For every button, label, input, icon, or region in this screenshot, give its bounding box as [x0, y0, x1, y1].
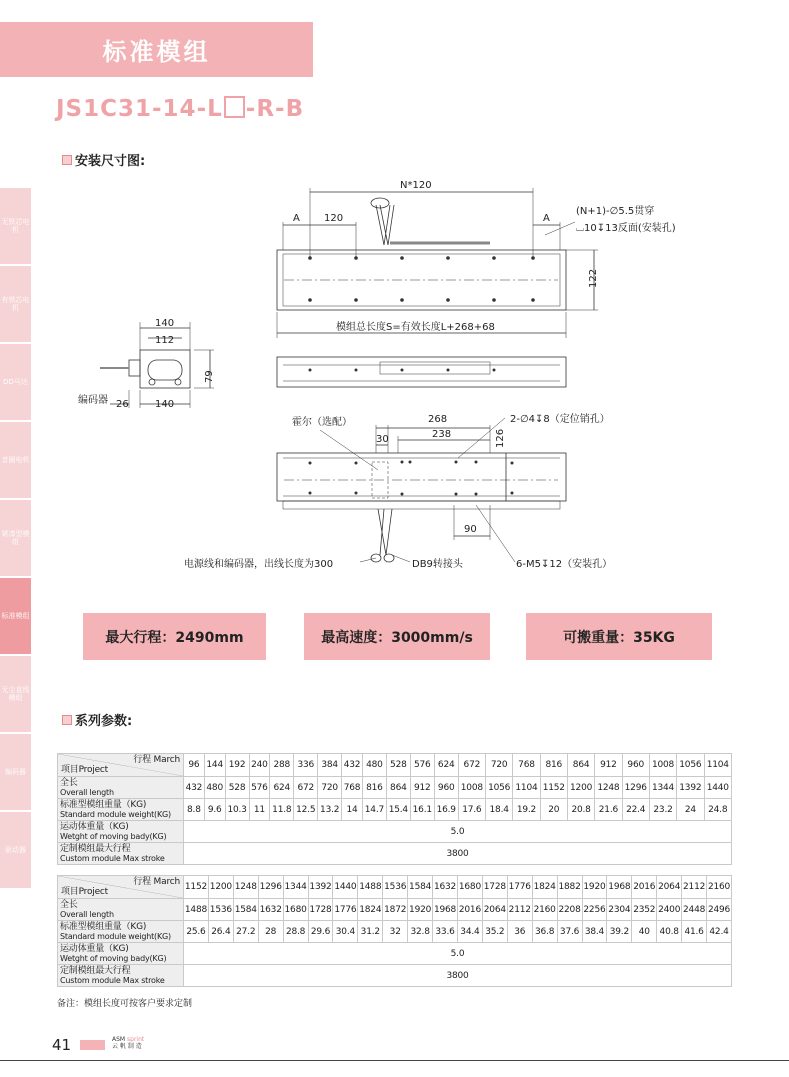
length-cell: 1152	[540, 777, 567, 799]
dim-end-112: 112	[155, 335, 175, 346]
length-cell: 1776	[333, 899, 358, 921]
weight-cell: 32	[383, 921, 408, 943]
tab-coreless-motor[interactable]: 无铁芯电机	[0, 188, 31, 264]
stroke-cell: 288	[270, 754, 294, 777]
tab-encoder[interactable]: 编码器	[0, 734, 31, 810]
length-cell: 2256	[582, 899, 607, 921]
row-label-moving: 运动体重量（KG) Wetght of moving bady(KG)	[58, 943, 184, 965]
stroke-cell: 768	[513, 754, 540, 777]
stroke-cell: 1680	[457, 876, 482, 899]
weight-cell: 16.9	[434, 799, 458, 821]
weight-cell: 13.2	[318, 799, 342, 821]
square-bullet-icon	[62, 715, 72, 725]
weight-cell: 28	[258, 921, 283, 943]
stroke-cell: 1920	[582, 876, 607, 899]
weight-cell: 29.6	[308, 921, 333, 943]
length-cell: 1872	[383, 899, 408, 921]
stroke-cell: 1296	[258, 876, 283, 899]
dim-26: 26	[116, 399, 129, 410]
stroke-cell: 2112	[682, 876, 707, 899]
weight-cell: 27.2	[233, 921, 258, 943]
stroke-cell: 2064	[657, 876, 682, 899]
weight-cell: 14	[342, 799, 363, 821]
weight-cell: 33.6	[433, 921, 458, 943]
weight-cell: 19.2	[513, 799, 540, 821]
length-cell: 1248	[595, 777, 622, 799]
length-cell: 816	[362, 777, 386, 799]
table-header-cell: 行程 March 项目Project	[58, 876, 184, 899]
stroke-cell: 912	[595, 754, 622, 777]
weight-cell: 31.2	[358, 921, 383, 943]
weight-cell: 17.6	[458, 799, 485, 821]
install-heading: 安装尺寸图:	[62, 150, 145, 169]
spec-payload: 可搬重量：35KG	[526, 613, 712, 660]
length-cell: 720	[318, 777, 342, 799]
stroke-cell: 1776	[507, 876, 532, 899]
dim-a-left: A	[293, 213, 300, 224]
tab-iron-core-motor[interactable]: 有铁芯电机	[0, 266, 31, 342]
stroke-cell: 2160	[707, 876, 732, 899]
label-cable: 电源线和编码器，出线长度为300	[184, 559, 334, 570]
stroke-cell: 1824	[532, 876, 557, 899]
weight-cell: 12.5	[294, 799, 318, 821]
series-heading: 系列参数:	[62, 710, 132, 729]
length-cell: 2112	[507, 899, 532, 921]
stroke-cell: 1056	[677, 754, 704, 777]
length-cell: 1056	[486, 777, 513, 799]
label-counterbore: ⌴10↧13反面(安装孔)	[576, 223, 676, 234]
dim-268: 268	[428, 414, 448, 425]
weight-cell: 14.7	[362, 799, 386, 821]
row-label-custom: 定制模组最大行程 Custom module Max stroke	[58, 965, 184, 987]
length-cell: 1680	[283, 899, 308, 921]
length-cell: 576	[249, 777, 270, 799]
weight-cell: 24.8	[704, 799, 732, 821]
page-number: 41	[52, 1036, 72, 1054]
label-total-length: 模组总长度S=有效长度L+268+68	[336, 322, 495, 333]
length-cell: 2160	[532, 899, 557, 921]
stroke-cell: 816	[540, 754, 567, 777]
stroke-cell: 1104	[704, 754, 732, 777]
length-cell: 1008	[458, 777, 485, 799]
weight-cell: 11.8	[270, 799, 294, 821]
stroke-cell: 1632	[433, 876, 458, 899]
length-cell: 1584	[233, 899, 258, 921]
stroke-cell: 1536	[383, 876, 408, 899]
stroke-cell: 1584	[408, 876, 433, 899]
length-cell: 672	[294, 777, 318, 799]
stroke-cell: 384	[318, 754, 342, 777]
spec-max-speed: 最高速度：3000mm/s	[304, 613, 490, 660]
length-cell: 1632	[258, 899, 283, 921]
weight-cell: 40.8	[657, 921, 682, 943]
label-hall: 霍尔（选配）	[292, 417, 352, 428]
stroke-cell: 1882	[557, 876, 582, 899]
stroke-cell: 1344	[283, 876, 308, 899]
length-cell: 1920	[408, 899, 433, 921]
stroke-cell: 720	[486, 754, 513, 777]
row-label-length: 全长 Overall length	[58, 777, 184, 799]
brand-logo: ASM sprint 云 帆 制 造	[112, 1036, 145, 1050]
length-cell: 2496	[707, 899, 732, 921]
length-cell: 2016	[457, 899, 482, 921]
weight-cell: 22.4	[622, 799, 649, 821]
weight-cell: 41.6	[682, 921, 707, 943]
weight-cell: 32.8	[408, 921, 433, 943]
row-label-custom: 定制模组最大行程 Custom module Max stroke	[58, 843, 184, 865]
dim-bottom-140: 140	[155, 399, 175, 410]
weight-cell: 9.6	[204, 799, 225, 821]
stroke-cell: 1440	[333, 876, 358, 899]
stroke-cell: 1152	[184, 876, 209, 899]
length-cell: 624	[270, 777, 294, 799]
length-cell: 1536	[208, 899, 233, 921]
length-cell: 2352	[632, 899, 657, 921]
stroke-cell: 1008	[649, 754, 676, 777]
weight-cell: 10.3	[225, 799, 249, 821]
stroke-cell: 1392	[308, 876, 333, 899]
label-m5-holes: 6-M5↧12（安装孔）	[516, 559, 613, 570]
length-cell: 768	[342, 777, 363, 799]
length-cell: 1104	[513, 777, 540, 799]
params-table-1	[57, 753, 732, 865]
label-encoder: 编码器	[78, 395, 108, 406]
weight-cell: 35.2	[482, 921, 507, 943]
dim-90: 90	[464, 524, 477, 535]
model-number: JS1C31-14-L -R-B	[56, 96, 305, 122]
stroke-cell: 624	[434, 754, 458, 777]
length-cell: 960	[434, 777, 458, 799]
length-cell: 912	[410, 777, 434, 799]
label-through-holes: (N+1)-∅5.5贯穿	[576, 206, 655, 217]
length-cell: 2400	[657, 899, 682, 921]
weight-cell: 24	[677, 799, 704, 821]
tab-standard-module[interactable]: 标准模组	[0, 578, 31, 654]
weight-cell: 11	[249, 799, 270, 821]
tab-cleanroom-module[interactable]: 无尘直线模组	[0, 656, 31, 732]
weight-cell: 20	[540, 799, 567, 821]
weight-cell: 20.8	[567, 799, 594, 821]
length-cell: 1488	[184, 899, 209, 921]
weight-cell: 38.4	[582, 921, 607, 943]
stroke-cell: 96	[184, 754, 205, 777]
stroke-cell: 1248	[233, 876, 258, 899]
weight-cell: 25.6	[184, 921, 209, 943]
weight-cell: 23.2	[649, 799, 676, 821]
stroke-cell: 1968	[607, 876, 632, 899]
row-label-weight: 标准型模组重量（KG) Standard module weight(KG)	[58, 921, 184, 943]
length-cell: 528	[225, 777, 249, 799]
weight-cell: 15.4	[386, 799, 410, 821]
row-label-length: 全长 Overall length	[58, 899, 184, 921]
tab-dd-motor[interactable]: DD马达	[0, 344, 31, 420]
weight-cell: 39.2	[607, 921, 632, 943]
stroke-cell: 1488	[358, 876, 383, 899]
moving-weight-cell: 5.0	[184, 821, 732, 843]
section-header: 标准模组	[0, 22, 313, 77]
length-cell: 2064	[482, 899, 507, 921]
tab-compact-module[interactable]: 紧凑型模组	[0, 500, 31, 576]
weight-cell: 26.4	[208, 921, 233, 943]
length-cell: 2448	[682, 899, 707, 921]
weight-cell: 30.4	[333, 921, 358, 943]
stroke-cell: 240	[249, 754, 270, 777]
dim-30: 30	[376, 434, 389, 445]
length-cell: 2208	[557, 899, 582, 921]
weight-cell: 37.6	[557, 921, 582, 943]
dim-n120: N*120	[400, 180, 432, 191]
tab-driver[interactable]: 驱动器	[0, 812, 31, 888]
weight-cell: 36.8	[532, 921, 557, 943]
label-pin-holes: 2-∅4↧8（定位销孔）	[510, 414, 610, 425]
moving-weight-cell: 5.0	[184, 943, 732, 965]
length-cell: 1200	[567, 777, 594, 799]
stroke-cell: 432	[342, 754, 363, 777]
dim-238: 238	[432, 429, 452, 440]
length-cell: 1728	[308, 899, 333, 921]
dim-end-140: 140	[155, 318, 175, 329]
weight-cell: 40	[632, 921, 657, 943]
stroke-cell: 672	[458, 754, 485, 777]
length-cell: 480	[204, 777, 225, 799]
row-label-weight: 标准型模组重量（KG) Standard module weight(KG)	[58, 799, 184, 821]
stroke-cell: 192	[225, 754, 249, 777]
custom-stroke-cell: 3800	[184, 843, 732, 865]
length-cell: 1968	[433, 899, 458, 921]
stroke-cell: 864	[567, 754, 594, 777]
weight-cell: 18.4	[486, 799, 513, 821]
stroke-cell: 528	[386, 754, 410, 777]
tab-voice-coil[interactable]: 音圈电机	[0, 422, 31, 498]
stroke-cell: 480	[362, 754, 386, 777]
stroke-cell: 1728	[482, 876, 507, 899]
stroke-cell: 960	[622, 754, 649, 777]
label-db9: DB9转接头	[412, 559, 463, 570]
weight-cell: 8.8	[184, 799, 205, 821]
dim-122: 122	[588, 268, 599, 288]
weight-cell: 21.6	[595, 799, 622, 821]
length-cell: 1824	[358, 899, 383, 921]
dim-120: 120	[324, 213, 344, 224]
weight-cell: 36	[507, 921, 532, 943]
stroke-cell: 336	[294, 754, 318, 777]
length-cell: 2304	[607, 899, 632, 921]
length-cell: 864	[386, 777, 410, 799]
stroke-cell: 2016	[632, 876, 657, 899]
length-cell: 1296	[622, 777, 649, 799]
dim-126: 126	[495, 428, 506, 448]
dim-a-right: A	[543, 213, 550, 224]
length-cell: 1392	[677, 777, 704, 799]
custom-stroke-cell: 3800	[184, 965, 732, 987]
stroke-cell: 144	[204, 754, 225, 777]
footer-bar	[80, 1040, 105, 1050]
row-label-moving: 运动体重量（KG) Wetght of moving bady(KG)	[58, 821, 184, 843]
weight-cell: 42.4	[707, 921, 732, 943]
params-table-2	[57, 875, 732, 987]
spec-max-stroke: 最大行程：2490mm	[83, 613, 266, 660]
length-cell: 432	[184, 777, 205, 799]
weight-cell: 16.1	[410, 799, 434, 821]
bottom-rule	[0, 1060, 789, 1061]
note: 备注：模组长度可按客户要求定制	[57, 999, 193, 1009]
table-header-cell: 行程 March 项目Project	[58, 754, 184, 777]
weight-cell: 28.8	[283, 921, 308, 943]
dim-79: 79	[204, 370, 215, 383]
weight-cell: 34.4	[457, 921, 482, 943]
stroke-cell: 576	[410, 754, 434, 777]
length-cell: 1344	[649, 777, 676, 799]
length-cell: 1440	[704, 777, 732, 799]
stroke-cell: 1200	[208, 876, 233, 899]
